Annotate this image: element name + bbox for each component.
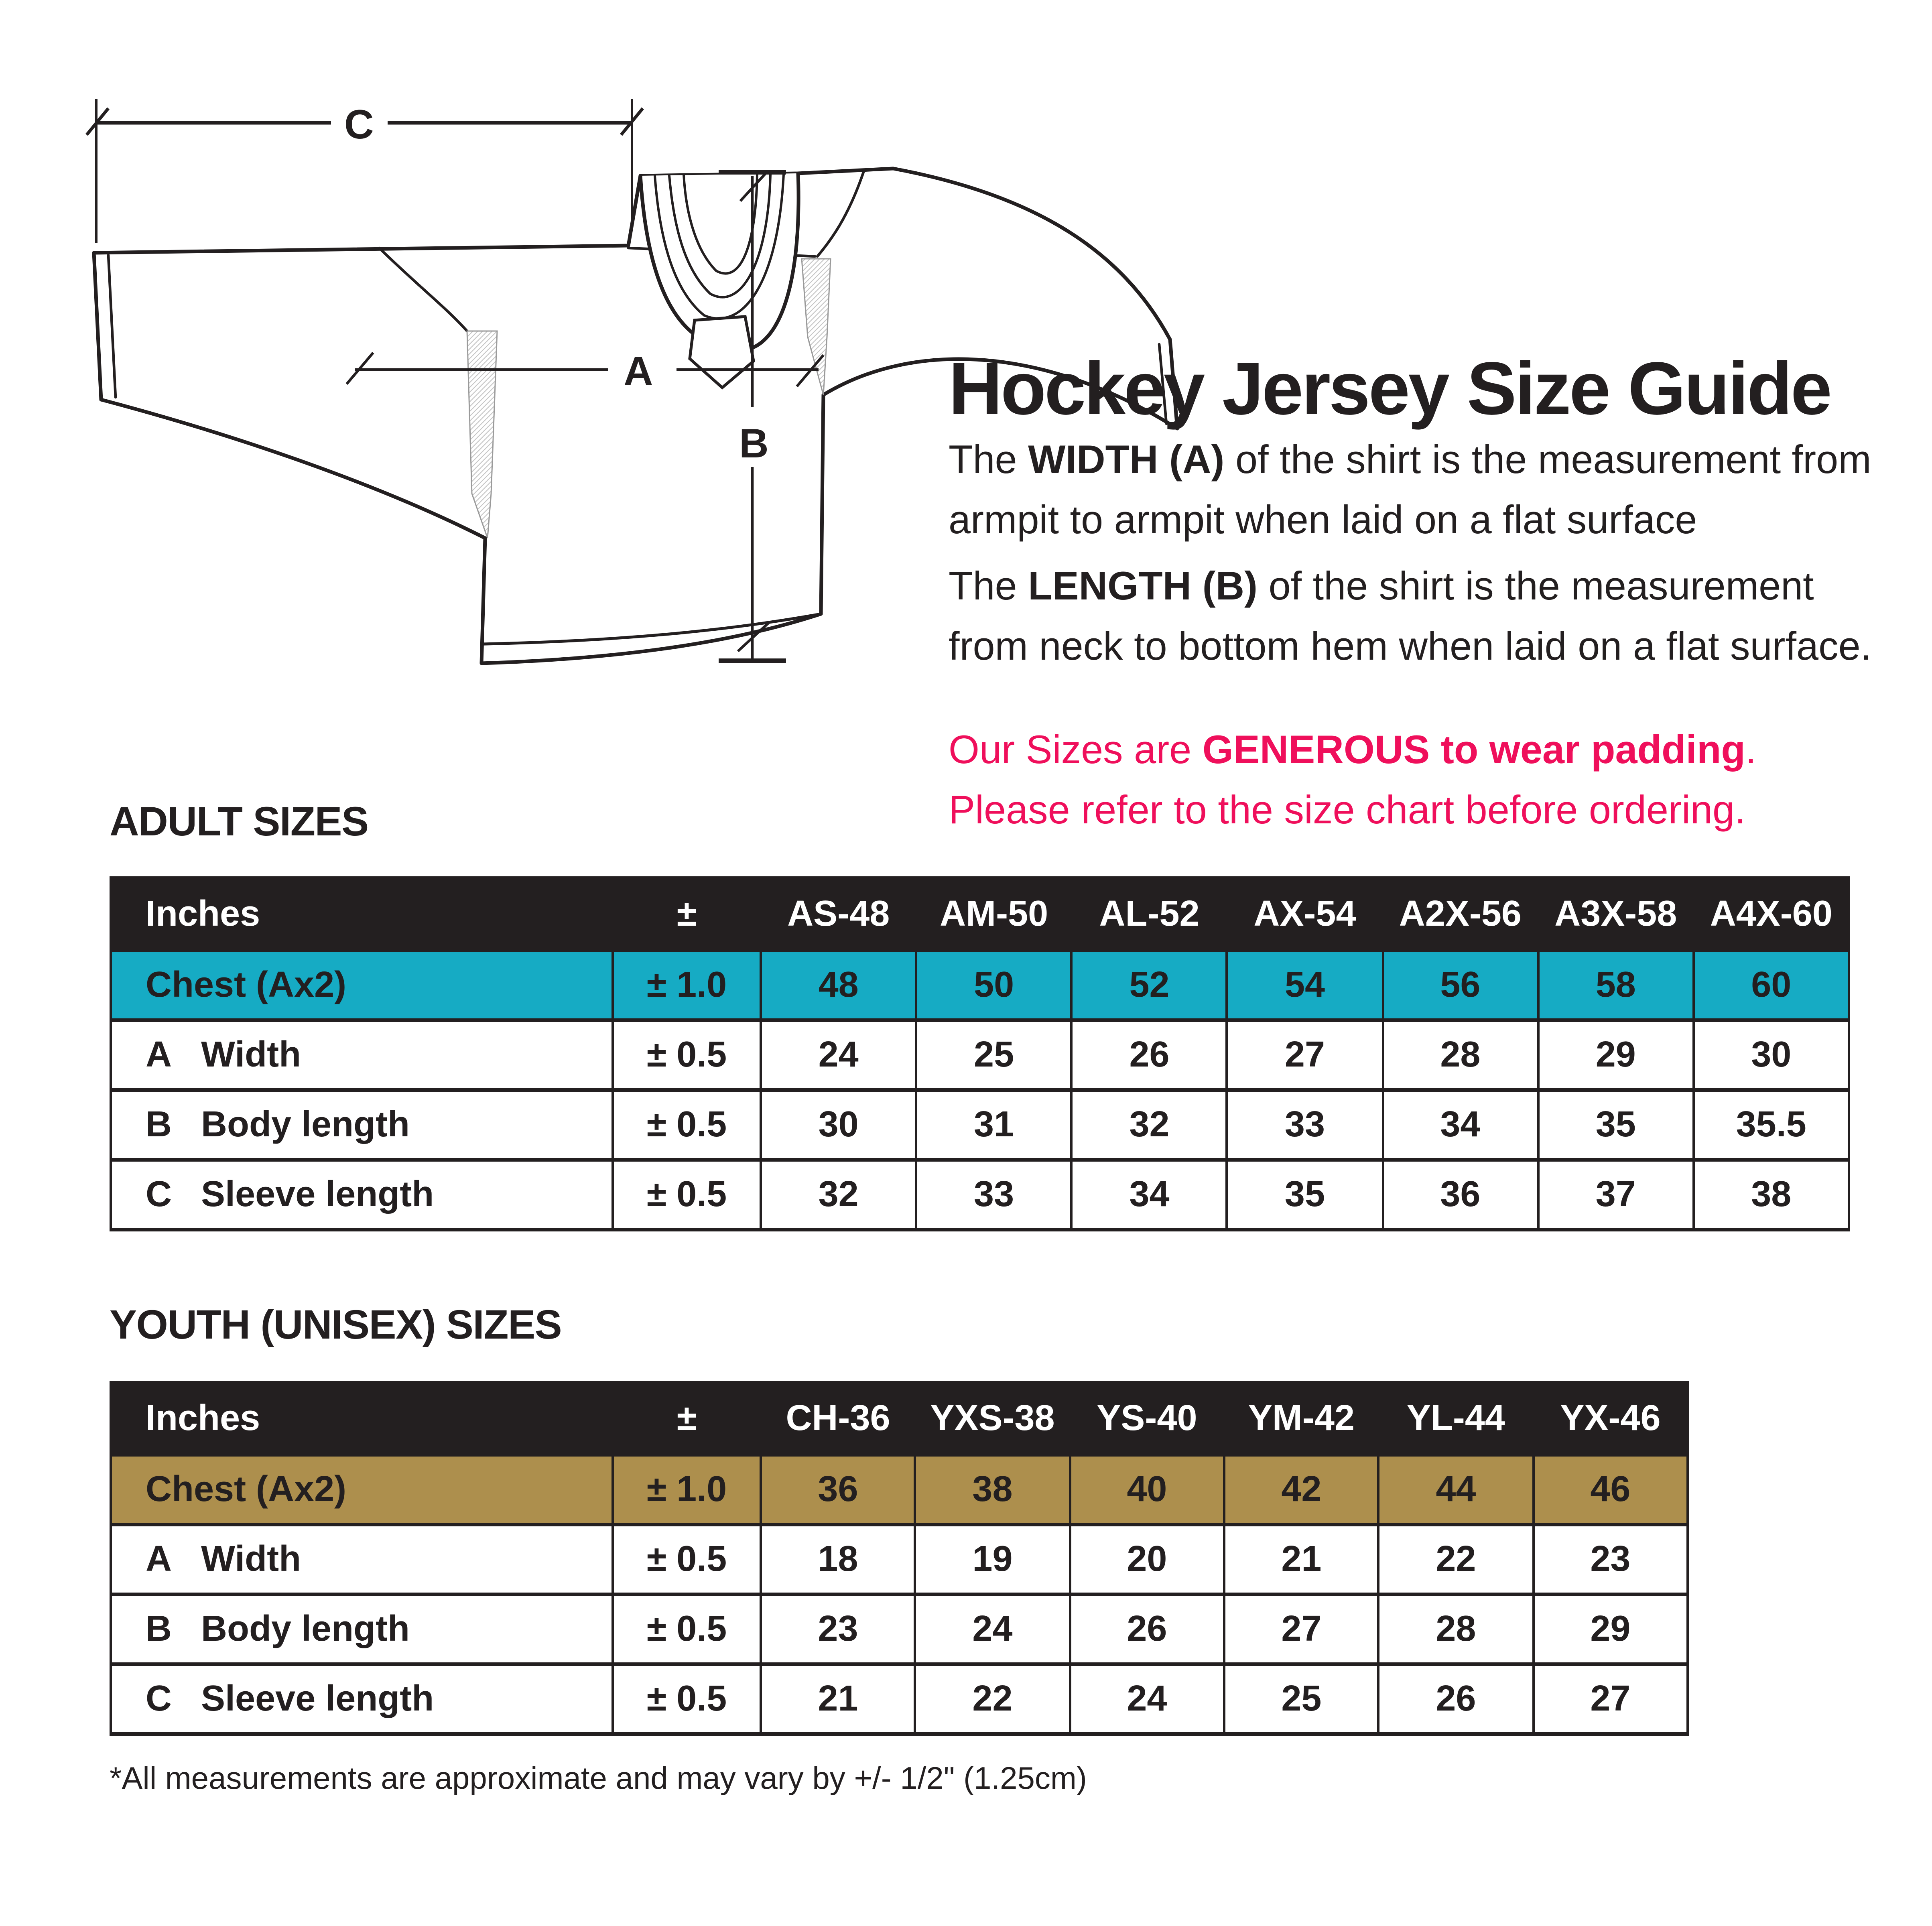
size-cell: 26	[1072, 1020, 1227, 1090]
width-description-line2: armpit to armpit when laid on a flat surface	[949, 497, 1697, 542]
size-cell: 29	[1538, 1020, 1693, 1090]
column-header: YS-40	[1070, 1383, 1224, 1455]
tolerance-cell: ± 0.5	[613, 1595, 761, 1664]
column-header: AM-50	[916, 878, 1071, 951]
sizing-notice-line2: Please refer to the size chart before ordering.	[949, 787, 1746, 832]
size-cell: 31	[916, 1090, 1071, 1160]
row-name: Sleeve length	[201, 1678, 434, 1719]
column-header: YX-46	[1533, 1383, 1688, 1455]
size-cell: 42	[1224, 1455, 1379, 1525]
size-cell: 25	[916, 1020, 1071, 1090]
size-cell: 21	[1224, 1525, 1379, 1595]
column-header: AS-48	[761, 878, 916, 951]
row-key: C	[146, 1678, 172, 1719]
size-cell: 19	[915, 1525, 1070, 1595]
size-cell: 58	[1538, 951, 1693, 1020]
youth-sizes-heading: YOUTH (UNISEX) SIZES	[110, 1302, 562, 1348]
size-cell: 44	[1379, 1455, 1533, 1525]
row-name: Body length	[201, 1104, 410, 1144]
size-cell: 28	[1383, 1020, 1538, 1090]
size-cell: 20	[1070, 1525, 1224, 1595]
size-cell: 34	[1383, 1090, 1538, 1160]
size-cell: 24	[915, 1595, 1070, 1664]
column-header: AX-54	[1227, 878, 1382, 951]
size-cell: 26	[1070, 1595, 1224, 1664]
size-cell: 38	[1694, 1160, 1849, 1230]
size-cell: 28	[1379, 1595, 1533, 1664]
row-label	[111, 1455, 613, 1525]
size-cell: 60	[1694, 951, 1849, 1020]
size-cell: 33	[1227, 1090, 1382, 1160]
size-cell: 24	[761, 1020, 916, 1090]
tolerance-cell: ± 0.5	[613, 1525, 761, 1595]
row-name: Width	[201, 1034, 301, 1075]
row-name: Width	[201, 1539, 301, 1579]
tolerance-cell: ± 1.0	[613, 1455, 761, 1525]
length-description-line1: The LENGTH (B) of the shirt is the measurement	[949, 563, 1814, 608]
tolerance-cell: ± 0.5	[613, 1160, 761, 1230]
dimension-label-a: A	[624, 348, 653, 394]
dimension-label-b: B	[739, 421, 769, 466]
size-cell: 56	[1383, 951, 1538, 1020]
size-cell: 22	[1379, 1525, 1533, 1595]
size-cell: 27	[1224, 1595, 1379, 1664]
youth-size-table	[110, 1381, 1689, 1736]
size-cell: 22	[915, 1664, 1070, 1734]
row-key: C	[146, 1174, 172, 1214]
column-header: ±	[613, 1383, 761, 1455]
column-header: AL-52	[1072, 878, 1227, 951]
page-title: Hockey Jersey Size Guide	[949, 348, 1830, 431]
table-row	[111, 951, 1849, 1020]
row-key: B	[146, 1104, 172, 1144]
width-description	[949, 430, 1899, 550]
table-row	[111, 1090, 1849, 1160]
size-cell: 23	[1533, 1525, 1688, 1595]
length-description-line2: from neck to bottom hem when laid on a flat surface.	[949, 624, 1872, 668]
row-label	[111, 1595, 613, 1664]
dimension-label-c: C	[344, 102, 374, 147]
size-cell: 27	[1533, 1664, 1688, 1734]
size-cell: 52	[1072, 951, 1227, 1020]
size-cell: 48	[761, 951, 916, 1020]
size-cell: 35	[1538, 1090, 1693, 1160]
column-header: A2X-56	[1383, 878, 1538, 951]
header-row	[111, 878, 1849, 951]
column-header: A4X-60	[1694, 878, 1849, 951]
column-header: CH-36	[761, 1383, 915, 1455]
column-header: Inches	[111, 878, 613, 951]
size-cell: 18	[761, 1525, 915, 1595]
column-header: A3X-58	[1538, 878, 1693, 951]
row-name: Chest (Ax2)	[146, 965, 347, 1005]
row-name: Sleeve length	[201, 1174, 434, 1214]
table-row	[111, 1160, 1849, 1230]
size-cell: 35.5	[1694, 1090, 1849, 1160]
sizing-notice	[949, 720, 1899, 840]
row-label	[111, 1664, 613, 1734]
row-key: A	[146, 1034, 172, 1075]
size-cell: 54	[1227, 951, 1382, 1020]
column-header: YM-42	[1224, 1383, 1379, 1455]
table-row	[111, 1525, 1688, 1595]
size-cell: 36	[761, 1455, 915, 1525]
size-cell: 23	[761, 1595, 915, 1664]
size-cell: 26	[1379, 1664, 1533, 1734]
size-cell: 29	[1533, 1595, 1688, 1664]
size-cell: 32	[1072, 1090, 1227, 1160]
size-cell: 46	[1533, 1455, 1688, 1525]
tolerance-cell: ± 0.5	[613, 1020, 761, 1090]
size-cell: 30	[1694, 1020, 1849, 1090]
table-row	[111, 1020, 1849, 1090]
size-cell: 35	[1227, 1160, 1382, 1230]
column-header: Inches	[111, 1383, 613, 1455]
row-label	[111, 1020, 613, 1090]
size-cell: 30	[761, 1090, 916, 1160]
row-label	[111, 1090, 613, 1160]
adult-sizes-heading: ADULT SIZES	[110, 799, 368, 845]
length-description	[949, 556, 1899, 677]
adult-size-table	[110, 876, 1850, 1231]
sizing-notice-line1: Our Sizes are GENEROUS to wear padding.	[949, 727, 1757, 772]
measurement-footnote: *All measurements are approximate and may vary by +/- 1/2" (1.25cm)	[110, 1760, 1087, 1796]
tolerance-cell: ± 0.5	[613, 1664, 761, 1734]
row-label	[111, 1525, 613, 1595]
size-cell: 32	[761, 1160, 916, 1230]
table-row	[111, 1455, 1688, 1525]
size-cell: 27	[1227, 1020, 1382, 1090]
size-cell: 37	[1538, 1160, 1693, 1230]
size-cell: 36	[1383, 1160, 1538, 1230]
column-header: YL-44	[1379, 1383, 1533, 1455]
row-key: B	[146, 1609, 172, 1649]
size-cell: 25	[1224, 1664, 1379, 1734]
table-row	[111, 1664, 1688, 1734]
column-header: ±	[613, 878, 761, 951]
size-cell: 50	[916, 951, 1071, 1020]
row-name: Chest (Ax2)	[146, 1469, 347, 1509]
column-header: YXS-38	[915, 1383, 1070, 1455]
size-cell: 33	[916, 1160, 1071, 1230]
size-cell: 38	[915, 1455, 1070, 1525]
size-cell: 21	[761, 1664, 915, 1734]
row-label	[111, 1160, 613, 1230]
size-cell: 34	[1072, 1160, 1227, 1230]
row-label	[111, 951, 613, 1020]
tolerance-cell: ± 1.0	[613, 951, 761, 1020]
row-key: A	[146, 1539, 172, 1579]
width-description-line1: The WIDTH (A) of the shirt is the measurement from	[949, 437, 1871, 482]
table-row	[111, 1595, 1688, 1664]
row-name: Body length	[201, 1609, 410, 1649]
size-cell: 24	[1070, 1664, 1224, 1734]
header-row	[111, 1383, 1688, 1455]
tolerance-cell: ± 0.5	[613, 1090, 761, 1160]
size-cell: 40	[1070, 1455, 1224, 1525]
